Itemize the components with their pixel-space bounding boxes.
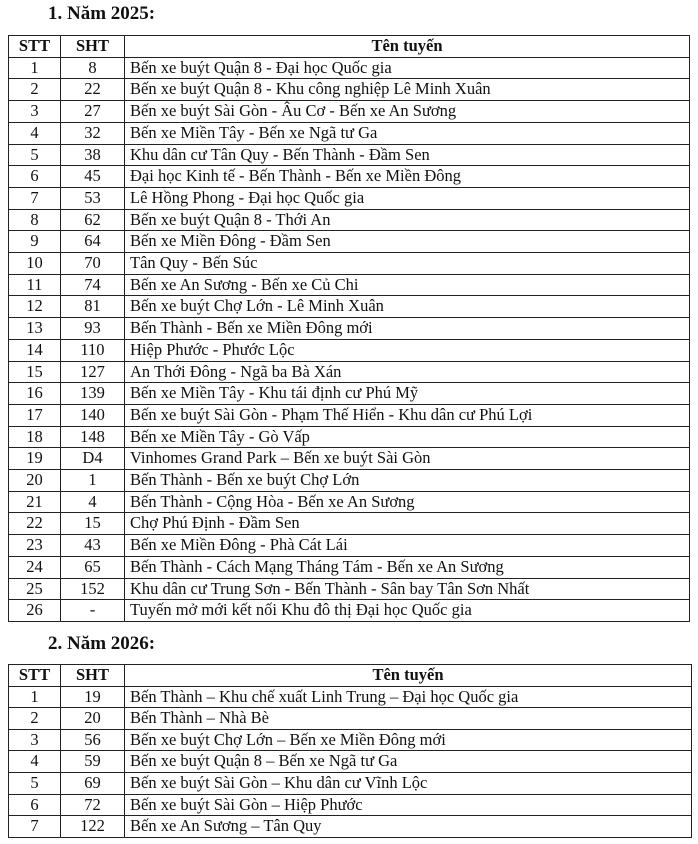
route-number-cell: 69 — [61, 772, 125, 794]
route-name-cell: Lê Hồng Phong - Đại học Quốc gia — [125, 187, 690, 209]
stt-cell: 1 — [9, 57, 61, 79]
route-number-cell: 1 — [61, 470, 125, 492]
stt-cell: 6 — [9, 166, 61, 188]
stt-cell: 21 — [9, 491, 61, 513]
table-row — [9, 166, 690, 188]
route-name-cell: Bến xe Miền Tây - Bến xe Ngã tư Ga — [125, 122, 690, 144]
route-number-cell: 122 — [61, 816, 125, 838]
table-row — [9, 274, 690, 296]
table-row — [9, 318, 690, 340]
stt-cell: 2 — [9, 79, 61, 101]
table-row — [9, 57, 690, 79]
route-number-cell: 127 — [61, 361, 125, 383]
route-name-cell: Bến xe An Sương - Bến xe Củ Chi — [125, 274, 690, 296]
route-number-cell: 22 — [61, 79, 125, 101]
section-2-title: 2. Năm 2026: — [48, 633, 156, 654]
route-name-cell: Tuyến mở mới kết nối Khu đô thị Đại học Quốc gia — [125, 600, 690, 622]
route-number-cell: 140 — [61, 404, 125, 426]
route-name-cell: Bến xe buýt Sài Gòn – Hiệp Phước — [125, 794, 692, 816]
table-row — [9, 513, 690, 535]
table-row — [9, 556, 690, 578]
stt-cell: 12 — [9, 296, 61, 318]
table-row — [9, 578, 690, 600]
route-number-cell: 38 — [61, 144, 125, 166]
stt-cell: 23 — [9, 535, 61, 557]
stt-cell: 16 — [9, 383, 61, 405]
stt-cell: 18 — [9, 426, 61, 448]
stt-cell: 15 — [9, 361, 61, 383]
stt-cell: 17 — [9, 404, 61, 426]
route-name-cell: Bến xe buýt Quận 8 - Khu công nghiệp Lê Minh Xuân — [125, 79, 690, 101]
route-number-cell: 152 — [61, 578, 125, 600]
section-1-title: 1. Năm 2025: — [48, 3, 156, 24]
stt-cell: 24 — [9, 556, 61, 578]
stt-cell: 4 — [9, 122, 61, 144]
route-number-cell: 8 — [61, 57, 125, 79]
table-row — [9, 101, 690, 123]
route-name-cell: Chợ Phú Định - Đầm Sen — [125, 513, 690, 535]
route-number-cell: - — [61, 600, 125, 622]
table-row — [9, 144, 690, 166]
route-number-cell: 43 — [61, 535, 125, 557]
stt-cell: 4 — [9, 751, 61, 773]
route-number-cell: 93 — [61, 318, 125, 340]
stt-cell: 20 — [9, 470, 61, 492]
table-row — [9, 794, 692, 816]
table-row — [9, 535, 690, 557]
route-name-cell: Bến xe buýt Chợ Lớn – Bến xe Miền Đông mới — [125, 729, 692, 751]
route-name-cell: Bến xe buýt Quận 8 - Thới An — [125, 209, 690, 231]
route-number-cell: 148 — [61, 426, 125, 448]
table-row — [9, 729, 692, 751]
stt-cell: 11 — [9, 274, 61, 296]
routes-table-2025 — [8, 35, 690, 622]
route-number-cell: 27 — [61, 101, 125, 123]
route-name-cell: Bến xe buýt Quận 8 – Bến xe Ngã tư Ga — [125, 751, 692, 773]
route-number-cell: 74 — [61, 274, 125, 296]
route-number-cell: 59 — [61, 751, 125, 773]
route-number-cell: 53 — [61, 187, 125, 209]
table-row — [9, 209, 690, 231]
table-row — [9, 426, 690, 448]
header-route-name: Tên tuyến — [125, 36, 690, 58]
table-row — [9, 253, 690, 275]
stt-cell: 3 — [9, 729, 61, 751]
stt-cell: 9 — [9, 231, 61, 253]
route-name-cell: Bến xe buýt Sài Gòn – Khu dân cư Vĩnh Lộc — [125, 772, 692, 794]
route-name-cell: Bến xe Miền Đông - Phà Cát Lái — [125, 535, 690, 557]
stt-cell: 19 — [9, 448, 61, 470]
route-name-cell: An Thới Đông - Ngã ba Bà Xán — [125, 361, 690, 383]
table-body — [9, 57, 690, 621]
route-name-cell: Bến xe buýt Quận 8 - Đại học Quốc gia — [125, 57, 690, 79]
stt-cell: 1 — [9, 686, 61, 708]
route-number-cell: 56 — [61, 729, 125, 751]
route-name-cell: Đại học Kinh tế - Bến Thành - Bến xe Miền Đông — [125, 166, 690, 188]
stt-cell: 22 — [9, 513, 61, 535]
table-row — [9, 772, 692, 794]
stt-cell: 13 — [9, 318, 61, 340]
table-header-row — [9, 36, 690, 58]
table-row — [9, 816, 692, 838]
table-row — [9, 122, 690, 144]
route-name-cell: Hiệp Phước - Phước Lộc — [125, 339, 690, 361]
route-number-cell: 64 — [61, 231, 125, 253]
table-row — [9, 296, 690, 318]
header-route-name: Tên tuyến — [125, 665, 692, 687]
route-name-cell: Khu dân cư Trung Sơn - Bến Thành - Sân bay Tân Sơn Nhất — [125, 578, 690, 600]
route-number-cell: 20 — [61, 708, 125, 730]
table-row — [9, 708, 692, 730]
route-number-cell: 65 — [61, 556, 125, 578]
route-number-cell: 81 — [61, 296, 125, 318]
route-name-cell: Bến Thành – Nhà Bè — [125, 708, 692, 730]
route-name-cell: Bến Thành - Cách Mạng Tháng Tám - Bến xe An Sương — [125, 556, 690, 578]
stt-cell: 5 — [9, 772, 61, 794]
route-number-cell: 4 — [61, 491, 125, 513]
route-name-cell: Bến xe Miền Đông - Đầm Sen — [125, 231, 690, 253]
route-name-cell: Bến Thành - Bến xe Miền Đông mới — [125, 318, 690, 340]
route-name-cell: Tân Quy - Bến Súc — [125, 253, 690, 275]
route-number-cell: 110 — [61, 339, 125, 361]
stt-cell: 10 — [9, 253, 61, 275]
stt-cell: 26 — [9, 600, 61, 622]
table-row — [9, 187, 690, 209]
route-name-cell: Bến xe An Sương – Tân Quy — [125, 816, 692, 838]
stt-cell: 7 — [9, 187, 61, 209]
route-number-cell: 15 — [61, 513, 125, 535]
route-name-cell: Khu dân cư Tân Quy - Bến Thành - Đầm Sen — [125, 144, 690, 166]
stt-cell: 8 — [9, 209, 61, 231]
route-name-cell: Bến xe Miền Tây - Gò Vấp — [125, 426, 690, 448]
stt-cell: 7 — [9, 816, 61, 838]
route-number-cell: 32 — [61, 122, 125, 144]
table-header-row — [9, 665, 692, 687]
table-row — [9, 79, 690, 101]
table-row — [9, 383, 690, 405]
route-name-cell: Bến xe buýt Sài Gòn - Phạm Thế Hiển - Khu dân cư Phú Lợi — [125, 404, 690, 426]
stt-cell: 2 — [9, 708, 61, 730]
table-row — [9, 448, 690, 470]
route-name-cell: Bến xe buýt Chợ Lớn - Lê Minh Xuân — [125, 296, 690, 318]
routes-table-2026 — [8, 664, 692, 838]
table-row — [9, 470, 690, 492]
route-name-cell: Bến Thành - Bến xe buýt Chợ Lớn — [125, 470, 690, 492]
stt-cell: 25 — [9, 578, 61, 600]
route-number-cell: D4 — [61, 448, 125, 470]
header-sht: SHT — [61, 36, 125, 58]
route-number-cell: 70 — [61, 253, 125, 275]
table-row — [9, 361, 690, 383]
route-name-cell: Bến xe buýt Sài Gòn - Âu Cơ - Bến xe An Sương — [125, 101, 690, 123]
table-row — [9, 339, 690, 361]
route-name-cell: Bến Thành - Cộng Hòa - Bến xe An Sương — [125, 491, 690, 513]
stt-cell: 6 — [9, 794, 61, 816]
header-stt: STT — [9, 36, 61, 58]
stt-cell: 14 — [9, 339, 61, 361]
table-row — [9, 686, 692, 708]
header-stt: STT — [9, 665, 61, 687]
header-sht: SHT — [61, 665, 125, 687]
stt-cell: 5 — [9, 144, 61, 166]
table-row — [9, 751, 692, 773]
route-number-cell: 62 — [61, 209, 125, 231]
route-number-cell: 19 — [61, 686, 125, 708]
route-number-cell: 139 — [61, 383, 125, 405]
table-row — [9, 600, 690, 622]
table-row — [9, 491, 690, 513]
route-number-cell: 45 — [61, 166, 125, 188]
route-name-cell: Bến xe Miền Tây - Khu tái định cư Phú Mỹ — [125, 383, 690, 405]
table-row — [9, 404, 690, 426]
route-name-cell: Vinhomes Grand Park – Bến xe buýt Sài Gòn — [125, 448, 690, 470]
route-name-cell: Bến Thành – Khu chế xuất Linh Trung – Đại học Quốc gia — [125, 686, 692, 708]
table-row — [9, 231, 690, 253]
stt-cell: 3 — [9, 101, 61, 123]
table-body — [9, 686, 692, 837]
route-number-cell: 72 — [61, 794, 125, 816]
